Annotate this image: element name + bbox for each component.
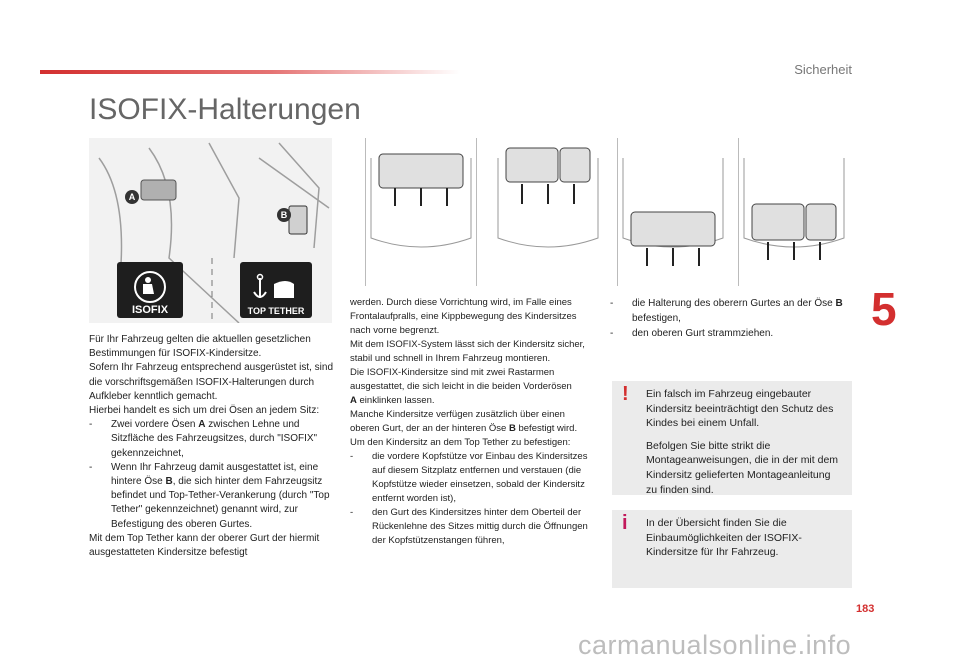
- page-title: ISOFIX-Halterungen: [89, 93, 361, 126]
- paragraph: werden. Durch diese Vorrichtung wird, im Falle eines Frontalaufpralls, eine Kippbewegung des Kindersitzes nach vorne begrenzt.: [350, 297, 577, 336]
- list-dash: -: [89, 419, 93, 431]
- text-column-middle: [350, 296, 588, 548]
- list-item: [610, 296, 850, 326]
- top-tether-logo: [240, 262, 312, 318]
- marker-b: B: [277, 208, 291, 222]
- list-dash: -: [350, 451, 354, 462]
- isofix-logo: [117, 262, 183, 318]
- warning-text: Befolgen Sie bitte strikt die Montageanweisungen, die in der mit dem Kindersitz gelieferten Montageanleitung zu finden sind.: [646, 439, 839, 496]
- seat-layout-diagram-2: [492, 138, 604, 286]
- isofix-logo-label: ISOFIX: [131, 304, 169, 316]
- section-name: Sicherheit: [794, 62, 852, 77]
- paragraph: Um den Kindersitz an dem Top Tether zu befestigen:: [350, 437, 571, 448]
- list-item-text: die Halterung des oberern Gurtes an der Öse B befestigen,: [632, 298, 843, 324]
- list-item-text: den oberen Gurt strammziehen.: [632, 328, 774, 339]
- anchor-icon: [246, 272, 306, 306]
- child-seat-icon: [130, 270, 170, 304]
- list-item: [350, 506, 588, 548]
- warning-icon: !: [622, 383, 629, 405]
- list-item: [610, 326, 850, 341]
- list-dash: -: [350, 507, 354, 518]
- top-tether-logo-label: TOP TETHER: [247, 306, 305, 316]
- paragraph-labels: Sofern Ihr Fahrzeug entsprechend ausgerüstet ist, sind die vorschriftsgemäßen ISOFIX-Halterungen durch Aufkleber kenntlich gemacht.: [89, 362, 334, 402]
- seat-layout-diagram-3: [617, 138, 729, 286]
- list-item: [89, 461, 335, 532]
- seat-layout-diagram-1: [365, 138, 477, 286]
- text-column-right: [610, 296, 850, 341]
- info-box: [612, 510, 852, 588]
- list-item-text: Wenn Ihr Fahrzeug damit ausgestattet ist, eine hintere Öse B, die sich hinter dem Fahrzeugsitz befindet und Top-Tether-Verankerung (durch "Top Tether" gekennzeichnet) genannt wird, zur Befestigung des oberen Gurtes.: [111, 461, 330, 530]
- header-accent-bar: [40, 70, 460, 74]
- list-item-text: den Gurt des Kindersitzes hinter dem Oberteil der Rückenlehne des Sitzes mittig durch die Öffnungen der Kopfstützenstangen führen,: [372, 507, 588, 546]
- chapter-number: 5: [871, 283, 897, 335]
- list-item: [89, 418, 335, 461]
- info-text: In der Übersicht finden Sie die Einbaumöglichkeiten der ISOFIX-Kindersitze für Ihr Fahrzeug.: [646, 517, 802, 559]
- list-dash: -: [610, 328, 614, 339]
- list-item: [350, 450, 588, 506]
- paragraph: Manche Kindersitze verfügen zusätzlich über einen oberen Gurt, der an der hinteren Öse B befestigt wird.: [350, 409, 578, 434]
- paragraph-top-tether: Mit dem Top Tether kann der oberer Gurt der hiermit ausgestatteten Kindersitze befestigt: [89, 532, 320, 559]
- list-dash: -: [610, 298, 614, 309]
- warning-text: Ein falsch im Fahrzeug eingebauter Kindersitz beeinträchtigt den Schutz des Kindes bei einem Unfall.: [646, 388, 834, 430]
- list-dash: -: [89, 461, 93, 473]
- marker-a: A: [125, 190, 139, 204]
- warning-box: [612, 381, 852, 495]
- list-item-text: Zwei vordere Ösen A zwischen Lehne und Sitzfläche des Fahrzeugsitzes, durch "ISOFIX" gekennzeichnet,: [111, 419, 318, 459]
- paragraph: Mit dem ISOFIX-System lässt sich der Kindersitz sicher, stabil und schnell in Ihrem Fahrzeug montieren.: [350, 339, 585, 364]
- paragraph: Die ISOFIX-Kindersitze sind mit zwei Rastarmen ausgestattet, die sich leicht in die beiden Vorderösen A einklinken lassen.: [350, 367, 572, 406]
- page-number: 183: [856, 603, 875, 615]
- seat-layout-diagram-4: [738, 138, 850, 286]
- isofix-anchor-illustration: [89, 138, 332, 323]
- list-item-text: die vordere Kopfstütze vor Einbau des Kindersitzes auf diesem Sitzplatz entfernen und verstauen (die Kopfstütze wieder einsetzen, sobald der Kindersitz entfernt worden ist),: [372, 451, 588, 504]
- watermark: carmanualsonline.info: [578, 630, 852, 660]
- paragraph-intro: Für Ihr Fahrzeug gelten die aktuellen gesetzlichen Bestimmungen für ISOFIX-Kindersitze.: [89, 334, 311, 360]
- text-column-left: [89, 333, 335, 560]
- info-icon: i: [622, 512, 628, 534]
- paragraph-anchors: Hierbei handelt es sich um drei Ösen an jedem Sitz:: [89, 405, 320, 417]
